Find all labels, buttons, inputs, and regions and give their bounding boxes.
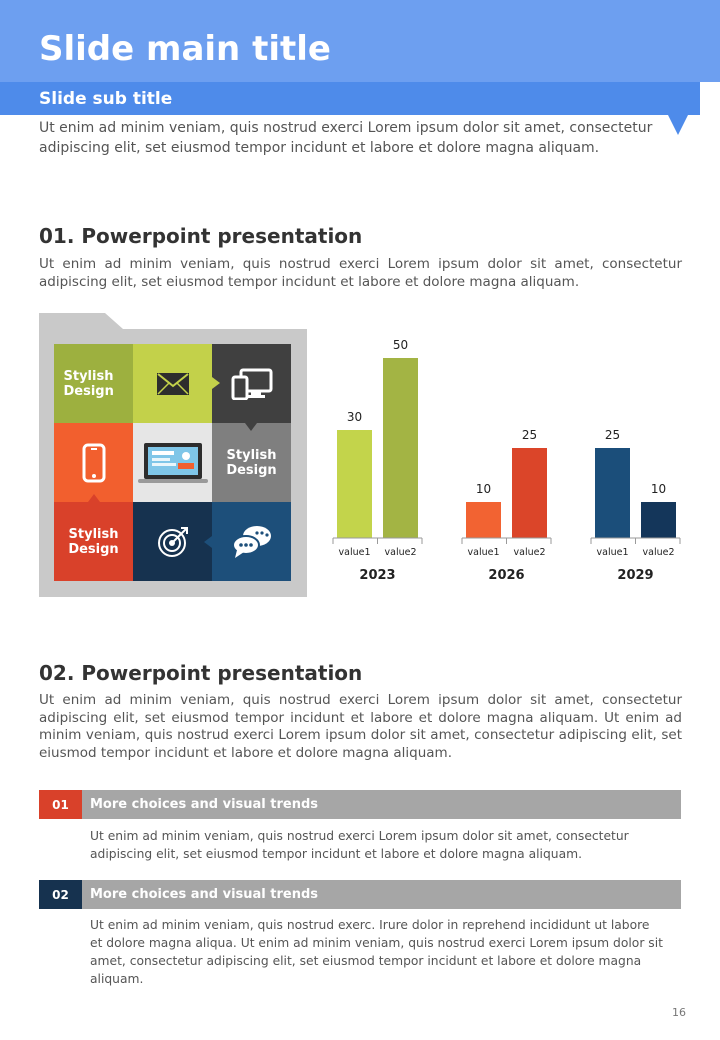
tile-stylish-design-2 [212,423,291,502]
tile-stylish-design-1 [54,344,133,423]
group-year-label: 2026 [488,568,525,583]
chat-bubbles-icon [231,524,273,560]
bar-2026-value2 [512,448,547,538]
laptop-icon [136,441,210,485]
page-title: Slide main title [39,29,331,69]
item-header-1 [39,790,681,819]
item-title: More choices and visual trends [90,887,319,902]
data-label: 50 [392,338,409,352]
arrow-left [204,536,212,548]
infographic-panel [39,313,307,597]
bar-2029-value1 [595,448,630,538]
item-text-2: Ut enim ad minim veniam, quis nostrud exerc. Irure dolor in reprehend incididunt ut labore et dolore magna aliqua. Ut enim ad minim veniam, quis nostrud exerci Lorem ipsum dolor sit amet, consectetur adipiscing elit, set eiusmod tempor incidunt et labore et dolore magna aliquam. [90,918,663,986]
bar-2026-value1 [466,502,501,538]
category-label: value1 [338,547,371,558]
page-number: 16 [672,1006,686,1019]
header-band [0,0,720,82]
target-icon [156,525,190,559]
section1-heading: 01. Powerpoint presentation [39,224,363,248]
tile-phone [54,423,133,502]
data-label: 30 [346,410,363,424]
panel-tab-shape [39,313,307,333]
smartphone-icon [82,443,106,483]
data-label: 10 [650,482,667,496]
data-label: 25 [521,428,538,442]
category-label: value1 [467,547,500,558]
arrow-down [245,423,257,431]
subtitle-pointer [668,115,688,135]
intro-text: Ut enim ad minim veniam, quis nostrud exerci Lorem ipsum dolor sit amet, consectetur adipiscing elit, set eiusmod tempor incidunt et labore et dolore magna aliquam. [39,120,653,156]
item-number: 02 [39,880,82,909]
tile-email [133,344,212,423]
data-label: 25 [604,428,621,442]
category-label: value1 [596,547,629,558]
tile-devices [212,344,291,423]
item-title: More choices and visual trends [90,797,319,812]
item-header-2 [39,880,681,909]
tile-label: Stylish Design [63,368,114,399]
group-year-label: 2029 [617,568,654,583]
arrow-up [88,494,100,502]
tile-stylish-design-3 [54,502,133,581]
devices-icon [231,368,273,400]
tile-label: Stylish Design [68,526,119,557]
bar-chart [325,330,690,590]
bar-2029-value2 [641,502,676,538]
item-text-1: Ut enim ad minim veniam, quis nostrud exerci Lorem ipsum dolor sit amet, consectetur adipiscing elit, set eiusmod tempor incidunt et labore et dolore magna aliquam. [90,829,629,861]
item-number: 01 [39,790,82,819]
data-label: 10 [475,482,492,496]
tile-label: Stylish Design [226,447,277,478]
subtitle-bar [0,82,700,115]
envelope-icon [156,372,190,396]
group-year-label: 2023 [359,568,396,583]
tile-target [133,502,212,581]
category-label: value2 [384,547,417,558]
section2-body: Ut enim ad minim veniam, quis nostrud exerci Lorem ipsum dolor sit amet, consectetur adipiscing elit, set eiusmod tempor incidunt et labore et dolore magna aliquam. Ut enim ad minim veniam, quis nostrud exerci Lorem ipsum dolor sit amet, consectetur adipiscing elit, set eiusmod tempor incidunt et labore et dolore magna aliquam. [39,692,682,761]
arrow-right [212,377,220,389]
tile-chat [212,502,291,581]
bar-2023-value2 [383,358,418,538]
bar-2023-value1 [337,430,372,538]
category-label: value2 [642,547,675,558]
page-subtitle: Slide sub title [39,89,173,109]
tile-laptop [133,423,212,502]
category-label: value2 [513,547,546,558]
section1-body: Ut enim ad minim veniam, quis nostrud exerci Lorem ipsum dolor sit amet, consectetur adipiscing elit, set eiusmod tempor incidunt et labore et dolore magna aliquam. [39,256,682,290]
bar-chart-svg [325,330,690,590]
section2-heading: 02. Powerpoint presentation [39,661,363,685]
